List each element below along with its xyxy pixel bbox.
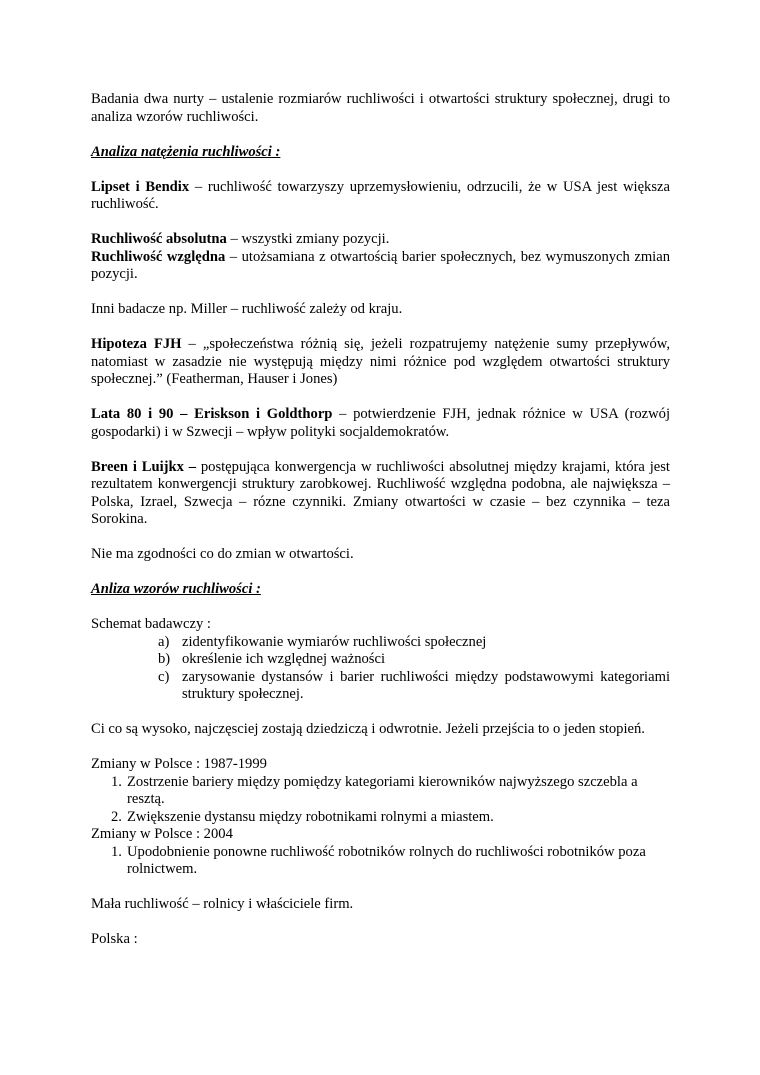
intro-paragraph: Badania dwa nurty – ustalenie rozmiarów ruchliwości i otwartości struktury społecznej, drugi to analiza wzorów ruchliwości. <box>91 91 670 125</box>
list-item: c) zarysowanie dystansów i barier ruchliwości między podstawowymi kategoriami struktury społecznej. <box>158 668 670 702</box>
list-item: 1. Zostrzenie bariery między pomiędzy kategoriami kierowników najwyższego szczebla a resztą. <box>111 773 638 807</box>
paragraph-poland: Polska : <box>91 931 138 947</box>
paragraph-lipset-bendix: Lipset i Bendix – ruchliwość towarzyszy uprzemysłowieniu, odrzucili, że w USA jest większa ruchliwość. <box>91 178 670 212</box>
list-item: 2. Zwiększenie dystansu między robotnikami rolnymi a miastem. <box>111 808 494 825</box>
changes-1987-1999-title: Zmiany w Polsce : 1987-1999 <box>91 756 267 772</box>
paragraph-breen-luijkx: Breen i Luijkx – postępująca konwergencja w ruchliwości absolutnej między krajami, która jest rezultatem konwergencji struktury zarobkowej. Ruchliwość względna podobna, ale największa – Polska, Izrael, Szwecja – rózne czynniki. Zmiany otwartości w czasie – bez czynnika – teza Sorokina. <box>91 458 670 527</box>
list-item: 1. Upodobnienie ponowne ruchliwość robotników rolnych do ruchliwości robotników poza rolnictwem. <box>111 843 646 877</box>
changes-2004-list <box>91 844 670 879</box>
list-item: a) zidentyfikowanie wymiarów ruchliwości społecznej <box>158 633 487 650</box>
paragraph-relative-mobility: Ruchliwość względna – utożsamiana z otwartością barier społecznych, bez wymuszonych zmian pozycji. <box>91 248 671 282</box>
paragraph-inheritance: Ci co są wysoko, najczęsciej zostają dziedziczą i odwrotnie. Jeżeli przejścia to o jeden stopień. <box>91 721 645 737</box>
changes-1987-1999-list <box>91 774 670 827</box>
section-heading-patterns: Anliza wzorów ruchliwości : <box>91 581 261 597</box>
paragraph-low-mobility: Mała ruchliwość – rolnicy i właściciele firm. <box>91 896 354 912</box>
document-body <box>91 91 670 949</box>
paragraph-no-agreement: Nie ma zgodności co do zmian w otwartości. <box>91 546 354 562</box>
research-scheme-list <box>91 634 670 704</box>
paragraph-other-researchers: Inni badacze np. Miller – ruchliwość zależy od kraju. <box>91 301 403 317</box>
changes-2004-title: Zmiany w Polsce : 2004 <box>91 826 233 842</box>
paragraph-80s-90s: Lata 80 i 90 – Eriskson i Goldthorp – potwierdzenie FJH, jednak różnice w USA (rozwój gospodarki) i w Szwecji – wpływ polityki socjaldemokratów. <box>91 406 670 440</box>
paragraph-fjh-hypothesis: Hipoteza FJH – „społeczeństwa różnią się, jeżeli rozpatrujemy natężenie sumy przepływów, natomiast w zasadzie nie występują między nimi różnice pod względem otwartości struktury społecznej.” (Featherman, Hauser i Jones) <box>91 336 670 387</box>
list-item: b) określenie ich względnej ważności <box>158 651 386 667</box>
paragraph-absolute-mobility: Ruchliwość absolutna – wszystki zmiany pozycji. <box>91 231 390 247</box>
section-heading-intensity: Analiza natężenia ruchliwości : <box>91 143 281 160</box>
paragraph-research-scheme: Schemat badawczy : <box>91 616 211 632</box>
